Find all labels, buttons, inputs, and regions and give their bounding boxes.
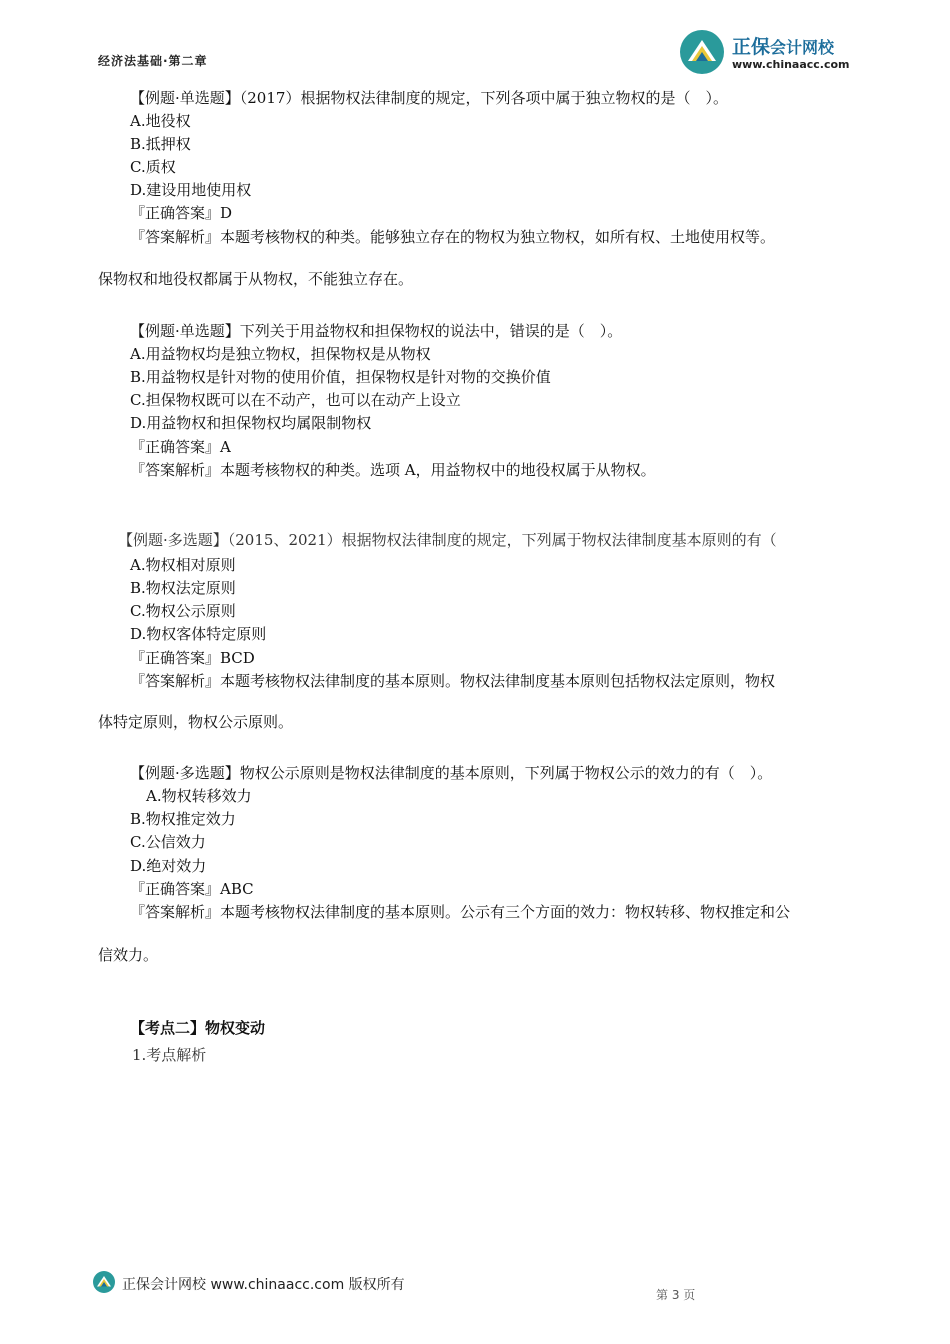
- brand-logo: [678, 28, 868, 76]
- q1-option-d: D.建设用地使用权: [130, 181, 252, 199]
- q2-analysis: 『答案解析』本题考核物权的种类。选项 A，用益物权中的地役权属于从物权。: [130, 461, 656, 479]
- q4-option-a: A.物权转移效力: [146, 787, 252, 805]
- footer-copyright: 正保会计网校 www.chinaacc.com 版权所有: [122, 1277, 405, 1293]
- q4-option-b: B.物权推定效力: [130, 810, 236, 828]
- q4-answer: 『正确答案』ABC: [130, 880, 254, 898]
- q4-analysis-cont: 信效力。: [98, 946, 159, 964]
- q2-option-c: C.担保物权既可以在不动产，也可以在动产上设立: [130, 391, 461, 409]
- q2-stem: 【例题·单选题】下列关于用益物权和担保物权的说法中，错误的是（ ）。: [130, 322, 623, 340]
- q4-stem: 【例题·多选题】物权公示原则是物权法律制度的基本原则，下列属于物权公示的效力的有（ ）。: [130, 764, 773, 782]
- q3-option-d: D.物权客体特定原则: [130, 625, 267, 643]
- q1-analysis: 『答案解析』本题考核物权的种类。能够独立存在的物权为独立物权，如所有权、土地使用权等。: [130, 228, 776, 246]
- q1-option-c: C.质权: [130, 158, 176, 176]
- logo-title: 正保会计网校: [732, 36, 835, 58]
- q4-option-d: D.绝对效力: [130, 857, 207, 875]
- q3-option-b: B.物权法定原则: [130, 579, 236, 597]
- q3-stem: 【例题·多选题】（2015、2021）根据物权法律制度的规定，下列属于物权法律制度基本原则的有（: [118, 531, 777, 549]
- q1-option-a: A.地役权: [130, 112, 191, 130]
- q2-option-d: D.用益物权和担保物权均属限制物权: [130, 414, 372, 432]
- q2-answer: 『正确答案』A: [130, 438, 231, 456]
- header-chapter-text: 经济法基础·第二章: [98, 54, 208, 68]
- q3-analysis: 『答案解析』本题考核物权法律制度的基本原则。物权法律制度基本原则包括物权法定原则，物权: [130, 672, 776, 690]
- q3-option-a: A.物权相对原则: [130, 556, 236, 574]
- q4-option-c: C.公信效力: [130, 833, 206, 851]
- q1-stem: 【例题·单选题】（2017）根据物权法律制度的规定，下列各项中属于独立物权的是（ ）。: [130, 89, 728, 107]
- q2-option-b: B.用益物权是针对物的使用价值，担保物权是针对物的交换价值: [130, 368, 551, 386]
- q2-option-a: A.用益物权均是独立物权，担保物权是从物权: [130, 345, 431, 363]
- q4-analysis: 『答案解析』本题考核物权法律制度的基本原则。公示有三个方面的效力：物权转移、物权推定和公: [130, 903, 791, 921]
- q1-answer: 『正确答案』D: [130, 204, 233, 222]
- section-subtitle: 1.考点解析: [132, 1046, 207, 1064]
- q3-answer: 『正确答案』BCD: [130, 649, 255, 667]
- footer-logo-icon: [92, 1270, 116, 1294]
- logo-url: www.chinaacc.com: [732, 58, 850, 71]
- q1-analysis-cont: 保物权和地役权都属于从物权，不能独立存在。: [98, 270, 414, 288]
- page-number: 第 3 页: [656, 1288, 696, 1302]
- q1-option-b: B.抵押权: [130, 135, 191, 153]
- q3-analysis-cont: 体特定原则，物权公示原则。: [98, 713, 294, 731]
- section-title: 【考点二】物权变动: [130, 1019, 266, 1037]
- logo-emblem-icon: [678, 28, 726, 76]
- q3-option-c: C.物权公示原则: [130, 602, 236, 620]
- footer: [92, 1270, 512, 1298]
